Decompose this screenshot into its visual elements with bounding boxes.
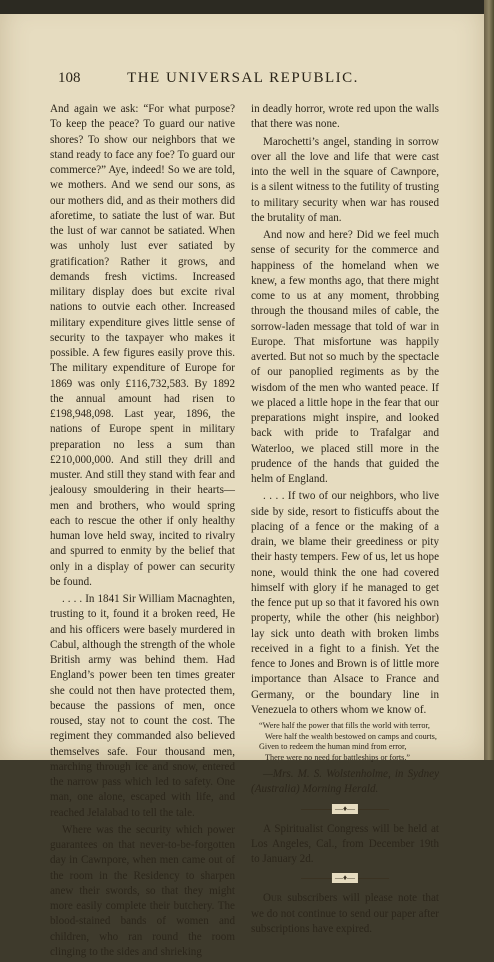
poem-line: Given to redeem the human mind from error, bbox=[259, 742, 407, 751]
page-number: 108 bbox=[58, 70, 81, 86]
subscribers-lead-word: Our bbox=[263, 892, 283, 905]
subscribers-notice-text: subscribers will please note that we do not continue to send our paper after subscriptions have expired. bbox=[251, 892, 439, 935]
divider-ornament-icon: —♦— bbox=[332, 873, 358, 883]
right-column bbox=[251, 102, 439, 939]
paragraph: . . . . If two of our neighbors, who live side by side, resort to fisticuffs about the placing of a fence or the making of a drain, we blame their greediness or pity their hasty tempers. Few of us, let us hope none, would think the one had covered himself with glory if he managed to get the fence put up so that it favored his own property, while the other (his neighbor) lay sick unto death with broken limbs received in a fight to a finish. Yet the fence to Jones and Brown is of little more importance than Alsace to France and Germany, or the boundary line in Venezuela to others whom we know of. bbox=[251, 490, 439, 716]
poem-quote bbox=[259, 721, 439, 763]
paragraph: in deadly horror, wrote red upon the walls that there was none. bbox=[251, 103, 439, 131]
left-column bbox=[50, 102, 235, 962]
paragraph: And again we ask: “For what purpose? To keep the peace? To guard our native shores? To show our neighbors that we stand ready to face any foe? To guard our commerce?” Aye, indeed! So we are told, we mothers. And we send our sons, as our mothers did, and as their mothers did aforetime, to satiate the lust of war. But the lust of war cannot be satiated. When was unholy lust ever satiated by gratification? Rather it grows, and demands fresh victims. Increased military display does but excite rival nations to outvie each other. Increased military expenditure gives little sense of security to the taxpayer who makes it possible. A few figures easily prove this. The military expenditure of Europe for 1869 was only £116,732,583. By 1892 the annual amount had risen to £198,948,098. Last year, 1896, the nations of Europe spent in military preparation no less a sum than £210,000,000. And still they drill and muster. And still they stand with fear and jealousy smouldering in their hearts—men and brothers, who would spring each to rescue the other if only healthy human love held sway, incited to rivalry and spurred to enmity by the belief that only in a display of power can security be found. bbox=[50, 103, 235, 588]
congress-notice: A Spiritualist Congress will be held at Los Angeles, Cal., from December 19th to January 2d. bbox=[251, 822, 439, 865]
section-divider bbox=[251, 804, 439, 814]
section-divider bbox=[251, 873, 439, 883]
scan-top-edge bbox=[0, 0, 486, 14]
running-head: THE UNIVERSAL REPUBLIC. bbox=[127, 70, 359, 86]
quote-credit: —Mrs. M. S. Wolstenholme, in Sydney (Australia) Morning Herald. bbox=[251, 768, 439, 796]
paragraph: Where was the security which power guarantees on that never-to-be-forgotten day in Cawnpore, when men came out of the room in the Residency to sharpen anew their swords, so that they might more easily complete their butchery. The blood-stained bands of women and children, who ran round the room clinging to the sides and shrieking bbox=[50, 823, 235, 958]
paragraph: . . . . In 1841 Sir William Macnaghten, trusting to it, found it a broken reed, He and his officers were basely murdered in Cabul, although the strength of the whole British army was behind them. Had England’s power been ten times greater she could not then have protected them, because the passions of men, once roused, stay not to count the cost. The regiment they commanded also believed themselves safe. Four thousand men, marching through ice and snow, entered the narrow pass which led to safety. One man, one alone, escaped with life, and reached Jelalabad to tell the tale. bbox=[50, 593, 235, 819]
paragraph: And now and here? Did we feel much sense of security for the commerce and happiness of the homeland when we knew, a few months ago, that there might come to us at any moment, throbbing through the thousand miles of cable, the sorrow-laden message that told of war in Europe. That misfortune was happily averted. But not so much by the spectacle of our panoplied regiments as by the wisdom of the men who wanted peace. If we placed a little hope in the fear that our preparations might inspire, and looked back with pride to Trafalgar and Waterloo, we placed still more in the prudence of the hands that guided the helm of England. bbox=[251, 229, 439, 485]
subscribers-notice bbox=[251, 891, 439, 937]
poem-line: There were no need for battleships or forts.” bbox=[265, 752, 411, 762]
paragraph: Marochetti’s angel, standing in sorrow over all the love and life that were cast into the well in the square of Cawnpore, is a silent witness to the futility of trusting to military security when war has roused the brutality of man. bbox=[251, 135, 439, 224]
poem-line: “Were half the power that fills the world with terror, bbox=[259, 721, 430, 730]
poem-line: Were half the wealth bestowed on camps and courts, bbox=[265, 731, 437, 741]
divider-ornament-icon: —♦— bbox=[332, 804, 358, 814]
binding-edge bbox=[484, 0, 494, 760]
